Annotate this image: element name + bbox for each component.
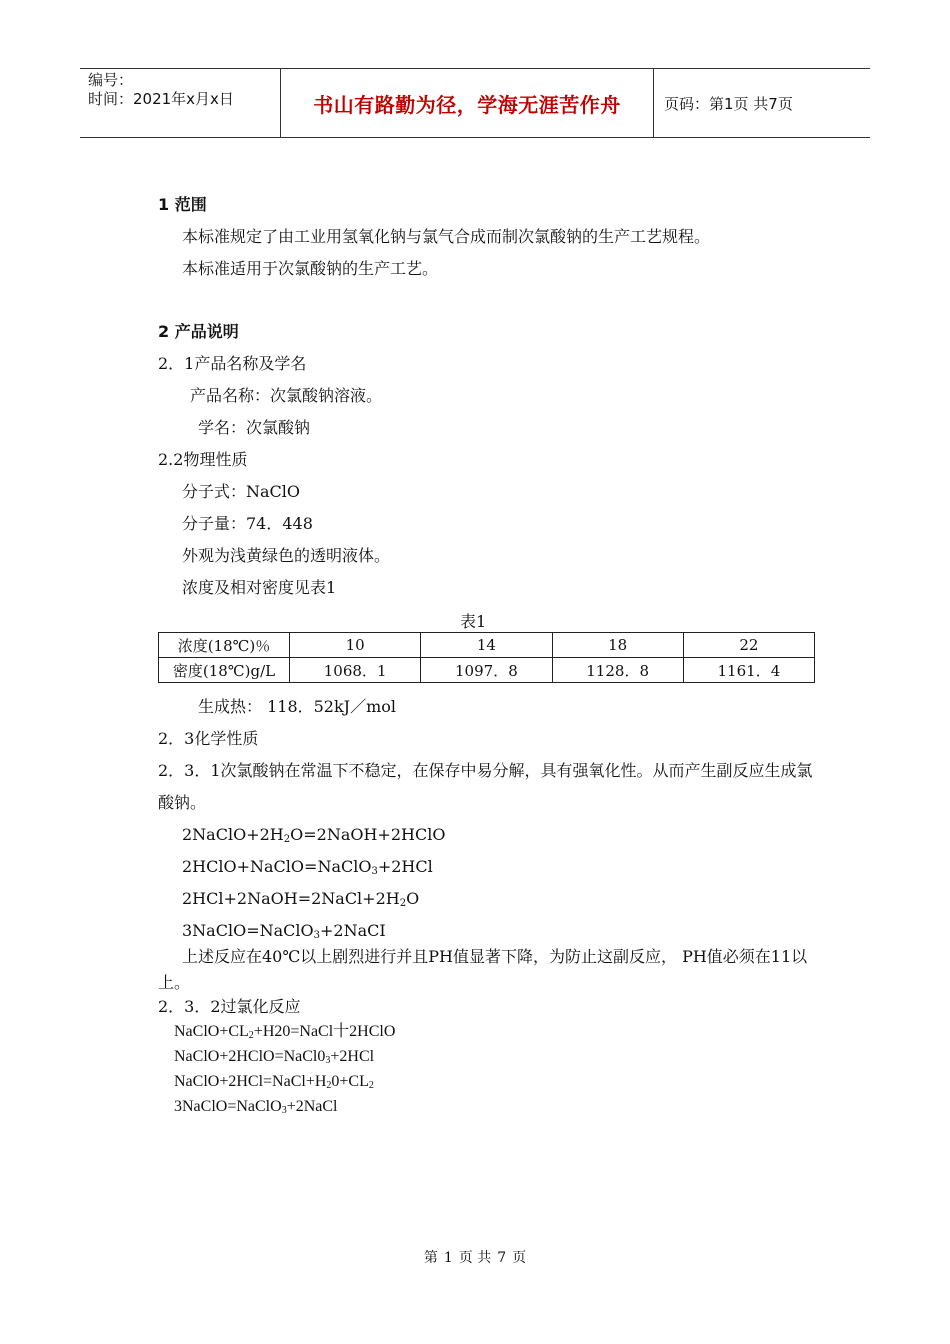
table-row [159,658,815,683]
note-line-1: 上述反应在40℃以上剧烈进行并且PH值显著下降，为防止这副反应， PH值必须在11以 [182,947,808,966]
density-reference: 浓度及相对密度见表1 [182,578,337,597]
equation-subscript: 2 [248,1030,254,1041]
equation-text: O [406,889,420,908]
reaction-1 [174,1022,395,1042]
table-cell: 14 [421,633,552,658]
equation-subscript: 3 [281,1105,287,1116]
equation-text: 0+CL [331,1073,369,1090]
section-2-3-1-line-1: 2．3．1次氯酸钠在常温下不稳定，在保存中易分解，具有强氧化性。从而产生副反应生成氯 [158,761,813,780]
footer-text: 页 共 [458,1250,492,1266]
reaction-3 [174,1072,374,1092]
equation-subscript: 3 [325,1055,331,1066]
equation-subscript: 2 [326,1080,332,1091]
equation-subscript: 3 [371,866,378,877]
equation-4 [182,921,386,941]
page-footer [0,1247,950,1267]
table-row-header: 密度(18℃)g/L [159,658,290,683]
equation-text: +2NaCl [286,1098,338,1115]
molecular-mass: 分子量：74．448 [182,514,313,533]
table-cell: 1097．8 [421,658,552,683]
product-name: 产品名称：次氯酸钠溶液。 [190,386,383,405]
section-2-1-title: 2．1产品名称及学名 [158,354,307,373]
equation-text: +2NaCI [320,921,386,940]
equation-subscript: 3 [313,930,320,941]
table-cell: 1161．4 [683,658,814,683]
equation-text: 2HCl+2NaOH=2NaCl+2H [182,889,400,908]
table-cell: 10 [290,633,421,658]
section-2-2-title: 2.2物理性质 [158,450,248,469]
molecular-formula: 分子式：NaClO [182,482,301,501]
equation-text: +H20=NaCl十2HClO [253,1023,396,1040]
footer-text: 页 [512,1250,527,1266]
header-number-label: 编号： [88,71,134,89]
table-caption: 表1 [460,612,487,631]
table-cell: 22 [683,633,814,658]
header-meta [80,69,281,137]
reaction-2 [174,1047,374,1067]
reaction-4 [174,1097,337,1117]
equation-text: NaClO+2HClO=NaCl0 [174,1048,326,1065]
table-cell: 1128．8 [552,658,683,683]
equation-text: 3NaClO=NaClO [174,1098,282,1115]
equation-text: +2HCl [377,857,433,876]
equation-text: 2NaClO+2H [182,825,284,844]
section-2-title: 2 产品说明 [158,322,239,341]
footer-text: 第 [423,1250,438,1266]
heat-of-formation: 生成热： 118．52kJ／mol [198,697,397,716]
table-cell: 1068．1 [290,658,421,683]
footer-total-pages: 7 [497,1250,507,1266]
section-1-para-2: 本标准适用于次氯酸钠的生产工艺。 [182,259,439,278]
equation-text: 2HClO+NaClO=NaClO [182,857,372,876]
footer-page-number: 1 [443,1250,453,1266]
equation-text: O=2NaOH+2HClO [290,825,446,844]
section-1-para-1: 本标准规定了由工业用氢氧化钠与氯气合成而制次氯酸钠的生产工艺规程。 [182,227,711,246]
equation-text: NaClO+CL [174,1023,249,1040]
density-table [158,632,815,683]
header-time-label: 时间：2021年x月x日 [88,90,234,108]
table-row [159,633,815,658]
equation-text: 3NaClO=NaClO [182,921,314,940]
equation-subscript: 2 [399,898,407,909]
equation-text: NaClO+2HCl=NaCl+H [174,1073,327,1090]
note-line-2: 上。 [158,973,191,992]
equation-3 [182,889,419,909]
equation-1 [182,825,445,845]
header-page-info: 页码：第1页 共7页 [664,94,793,113]
appearance: 外观为浅黄绿色的透明液体。 [182,546,391,565]
table-row-header: 浓度(18℃)％ [159,633,290,658]
page-header [80,68,870,138]
equation-subscript: 2 [283,834,291,845]
table-cell: 18 [552,633,683,658]
scientific-name: 学名：次氯酸钠 [198,418,311,437]
section-1-title: 1 范围 [158,195,207,214]
header-motto: 书山有路勤为径，学海无涯苦作舟 [281,69,654,137]
section-2-3-2-title: 2．3．2过氯化反应 [158,997,301,1016]
equation-text: +2HCl [330,1048,375,1065]
section-2-3-title: 2．3化学性质 [158,729,259,748]
section-2-3-1-line-2: 酸钠。 [158,793,207,812]
equation-2 [182,857,433,877]
equation-subscript: 2 [368,1080,374,1091]
